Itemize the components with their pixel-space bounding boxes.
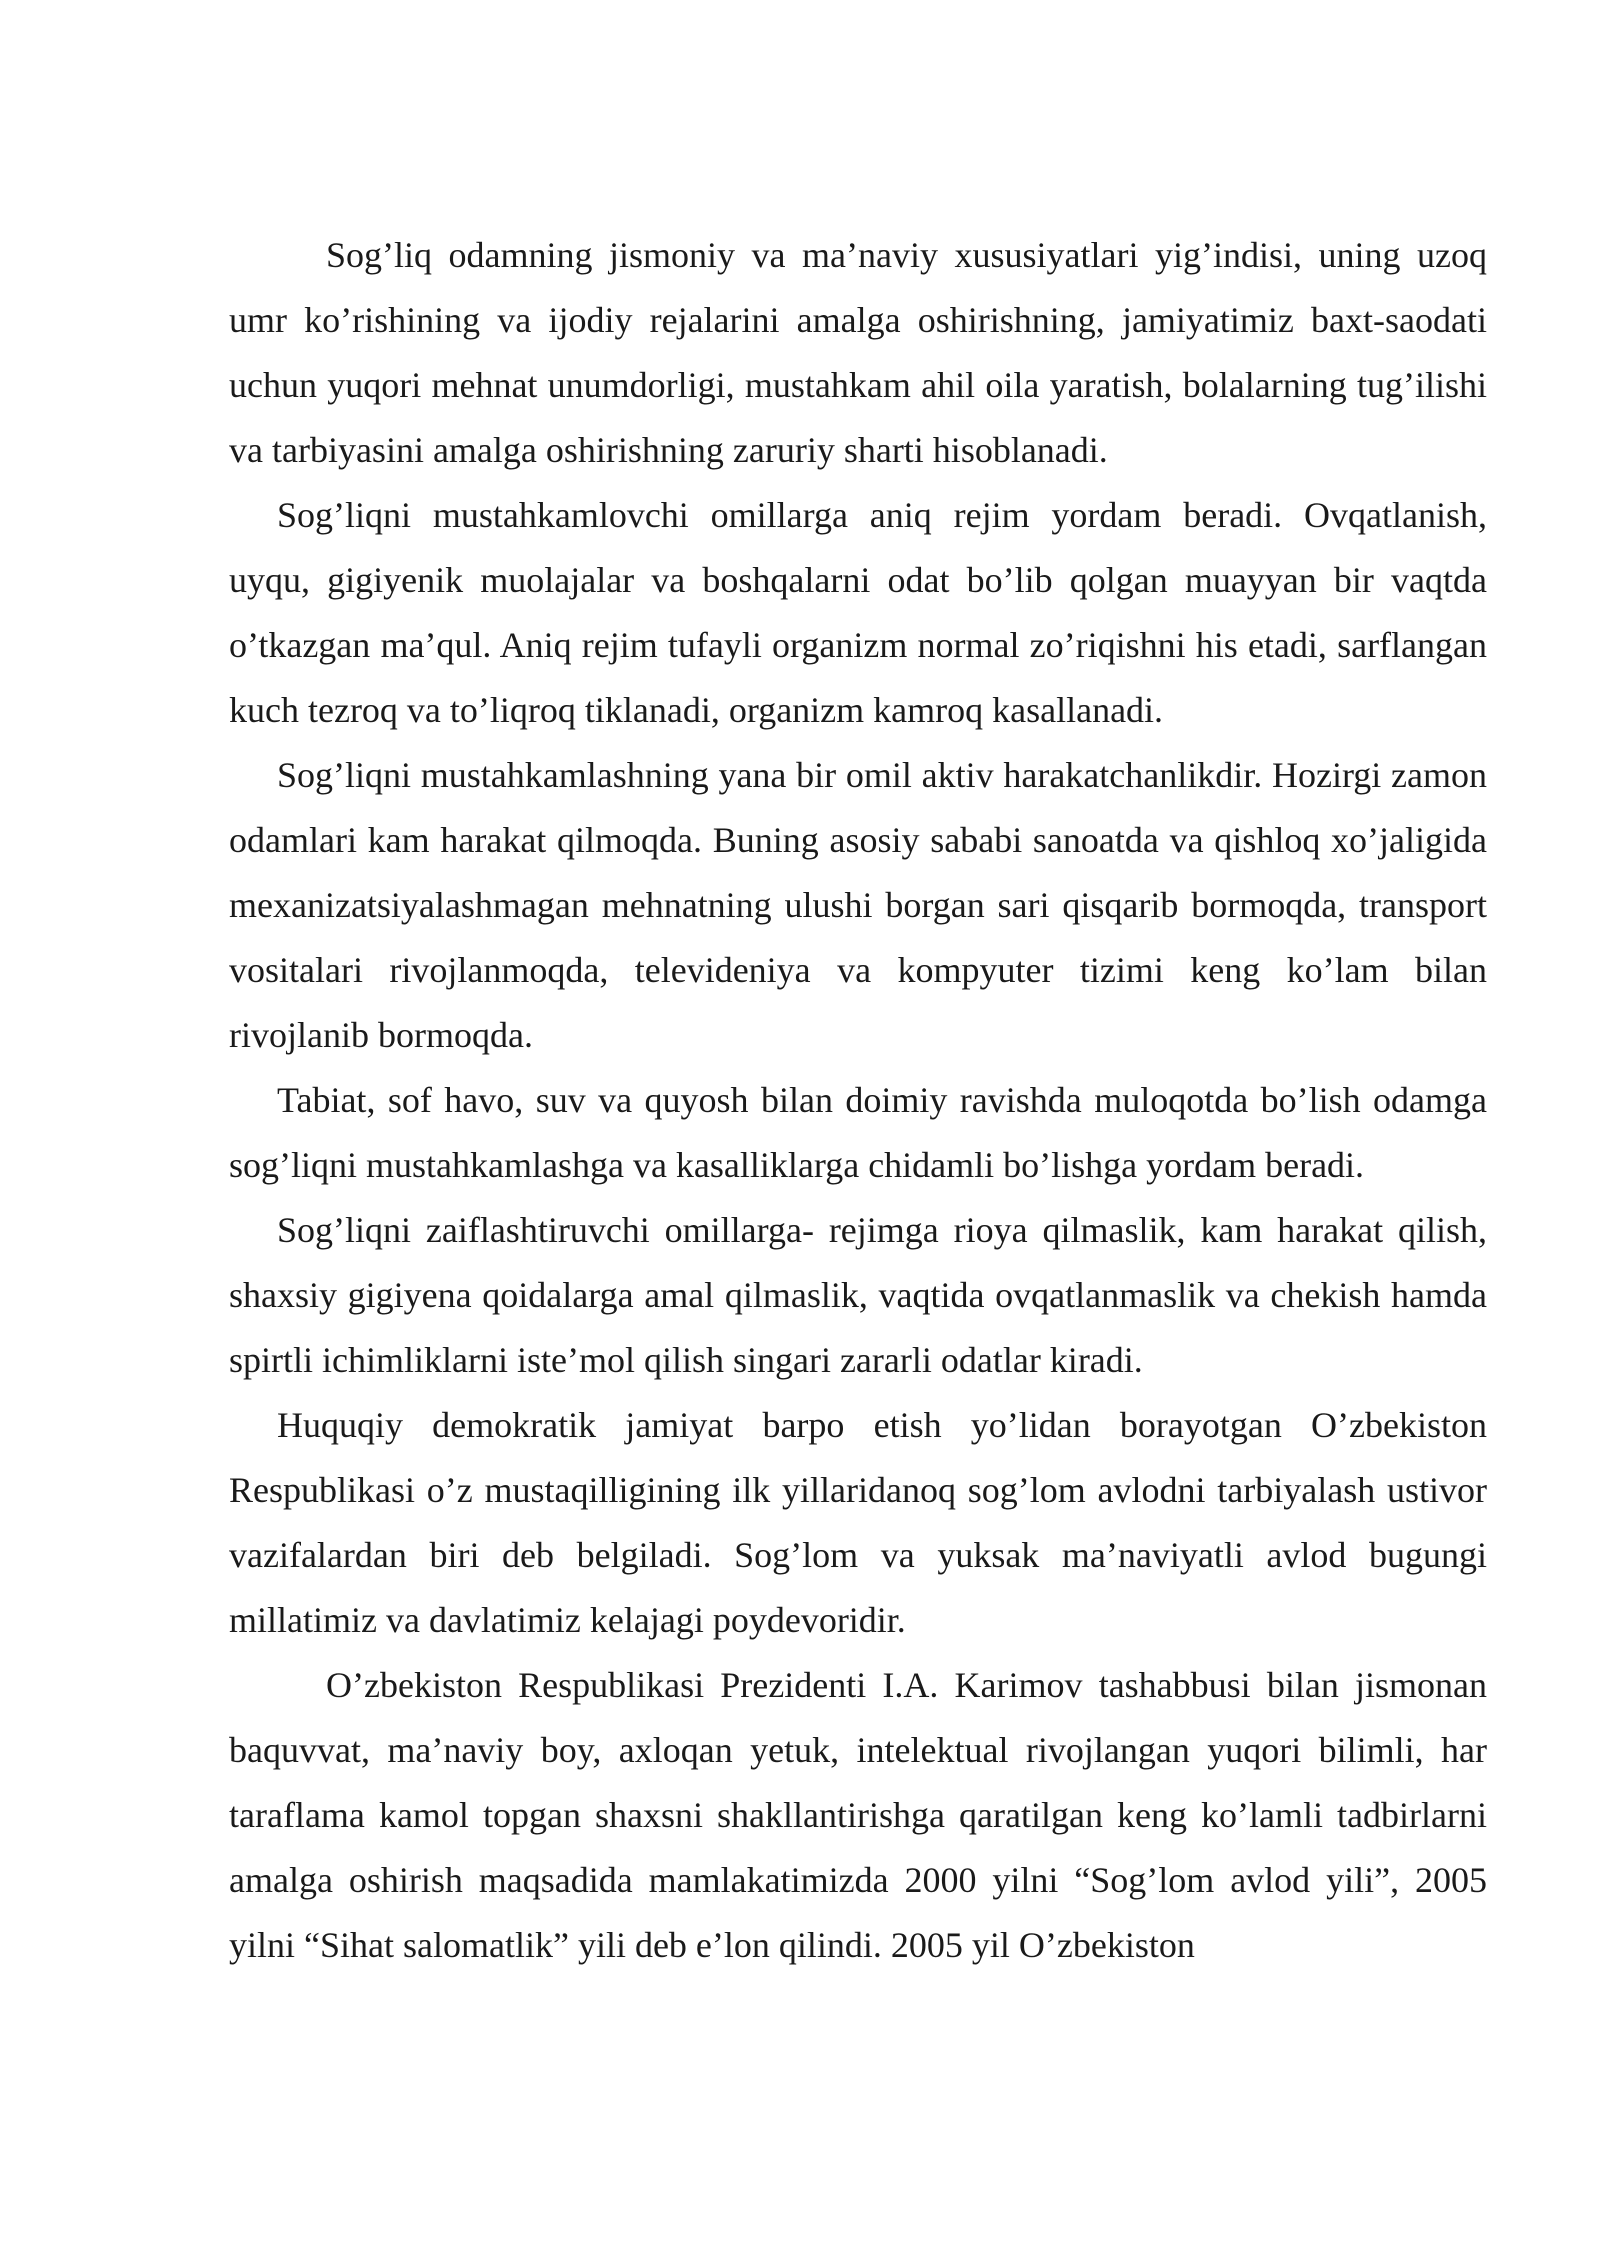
paragraph-president-initiative: O’zbekiston Respublikasi Prezidenti I.A. Karimov tashabbusi bilan jismonan baquvvat, ma’naviy boy, axloqan yetuk, intelektual rivojlangan yuqori bilimli, har taraflama kamol topgan shaxsni shakllantirishga qaratilgan keng ko’lamli tadbirlarni amalga oshirish maqsadida mamlakatimizda 2000 yilni “Sog’lom avlod yili”, 2005 yilni “Sihat salomatlik” yili deb e’lon qilindi. 2005 yil O’zbekiston [229,1665,1487,1965]
paragraph-weakening-factors: Sog’liqni zaiflashtiruvchi omillarga- rejimga rioya qilmaslik, kam harakat qilish, shaxsiy gigiyena qoidalarga amal qilmaslik, vaqtida ovqatlanmaslik va chekish hamda spirtli ichimliklarni iste’mol qilish singari zararli odatlar kiradi. [229,1210,1487,1380]
paragraph-republic: Huquqiy demokratik jamiyat barpo etish yo’lidan borayotgan O’zbekiston Respublikasi o’z mustaqilligining ilk yillaridanoq sog’lom avlodni tarbiyalash ustivor vazifalardan biri deb belgiladi. Sog’lom va yuksak ma’naviyatli avlod bugungi millatimiz va davlatimiz kelajagi poydevoridir. [229,1405,1487,1640]
paragraph-health-definition: Sog’liq odamning jismoniy va ma’naviy xususiyatlari yig’indisi, uning uzoq umr ko’rishining va ijodiy rejalarini amalga oshirishning, jamiyatimiz baxt-saodati uchun yuqori mehnat unumdorligi, mustahkam ahil oila yaratish, bolalarning tug’ilishi va tarbiyasini amalga oshirishning zaruriy sharti hisoblanadi. [229,235,1487,470]
paragraph-activity: Sog’liqni mustahkamlashning yana bir omil aktiv harakatchanlikdir. Hozirgi zamon odamlari kam harakat qilmoqda. Buning asosiy sababi sanoatda va qishloq xo’jaligida mexanizatsiyalashmagan mehnatning ulushi borgan sari qisqarib bormoqda, transport vositalari rivojlanmoqda, televideniya va kompyuter tizimi keng ko’lam bilan rivojlanib bormoqda. [229,755,1487,1055]
paragraph-regime: Sog’liqni mustahkamlovchi omillarga aniq rejim yordam beradi. Ovqatlanish, uyqu, gigiyenik muolajalar va boshqalarni odat bo’lib qolgan muayyan bir vaqtda o’tkazgan ma’qul. Aniq rejim tufayli organizm normal zo’riqishni his etadi, sarflangan kuch tezroq va to’liqroq tiklanadi, organizm kamroq kasallanadi. [229,495,1487,730]
document-body [229,223,1487,1978]
paragraph-nature: Tabiat, sof havo, suv va quyosh bilan doimiy ravishda muloqotda bo’lish odamga sog’liqni mustahkamlashga va kasalliklarga chidamli bo’lishga yordam beradi. [229,1080,1487,1185]
